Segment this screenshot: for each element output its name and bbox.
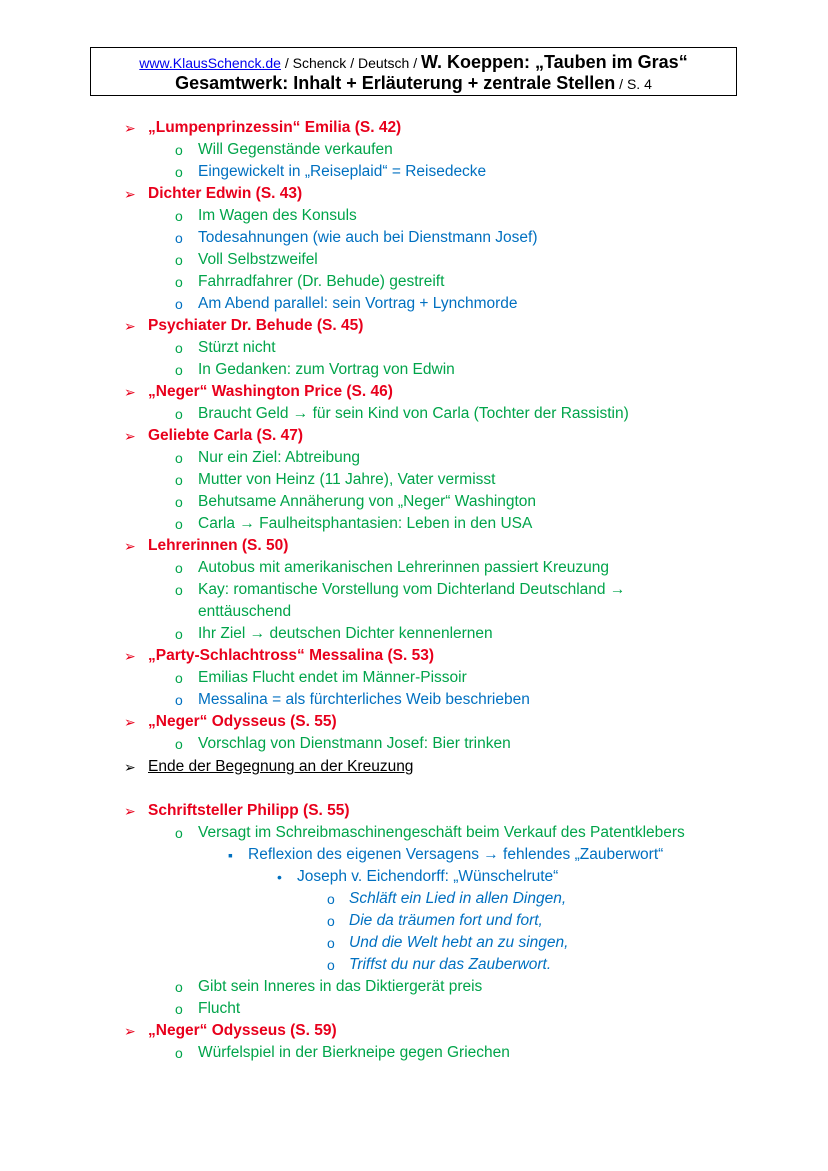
circle-bullet-icon: o: [327, 913, 335, 929]
circle-bullet-icon: o: [175, 626, 183, 642]
list-item: Gibt sein Inneres in das Diktiergerät preis: [198, 978, 483, 995]
arrow-bullet-icon: ➢: [124, 714, 136, 730]
circle-bullet-icon: o: [175, 164, 183, 180]
list-item: Im Wagen des Konsuls: [198, 207, 357, 224]
circle-bullet-icon: o: [175, 1001, 183, 1017]
section-heading: „Neger“ Odysseus (S. 55): [148, 713, 337, 730]
circle-bullet-icon: o: [175, 296, 183, 312]
circle-bullet-icon: o: [175, 1045, 183, 1061]
list-item: Emilias Flucht endet im Männer-Pissoir: [198, 669, 467, 686]
list-item: Carla → Faulheitsphantasien: Leben in den USA: [198, 515, 533, 532]
poem-line: Schläft ein Lied in allen Dingen,: [349, 890, 567, 907]
circle-bullet-icon: o: [175, 406, 183, 422]
list-item: Würfelspiel in der Bierkneipe gegen Griechen: [198, 1044, 510, 1061]
circle-bullet-icon: o: [175, 692, 183, 708]
header-line-1: [91, 52, 736, 73]
circle-bullet-icon: o: [175, 582, 183, 598]
header-box: [90, 47, 737, 96]
arrow-bullet-icon: ➢: [124, 759, 136, 775]
page-label: / S. 4: [615, 76, 652, 92]
arrow-bullet-icon: ➢: [124, 803, 136, 819]
circle-bullet-icon: o: [327, 935, 335, 951]
circle-bullet-icon: o: [175, 560, 183, 576]
circle-bullet-icon: o: [175, 230, 183, 246]
list-item: Flucht: [198, 1000, 241, 1017]
square-bullet-icon: ▪: [228, 847, 233, 863]
arrow-bullet-icon: ➢: [124, 428, 136, 444]
arrow-bullet-icon: ➢: [124, 538, 136, 554]
list-item: Stürzt nicht: [198, 339, 276, 356]
circle-bullet-icon: o: [175, 825, 183, 841]
list-item: In Gedanken: zum Vortrag von Edwin: [198, 361, 455, 378]
circle-bullet-icon: o: [175, 252, 183, 268]
site-link[interactable]: www.KlausSchenck.de: [139, 55, 281, 71]
header-line-2: [91, 73, 736, 95]
list-item: Voll Selbstzweifel: [198, 251, 318, 268]
circle-bullet-icon: o: [327, 957, 335, 973]
section-heading: Dichter Edwin (S. 43): [148, 185, 303, 202]
arrow-bullet-icon: ➢: [124, 384, 136, 400]
section-heading: Lehrerinnen (S. 50): [148, 537, 289, 554]
section-heading: „Neger“ Washington Price (S. 46): [148, 383, 393, 400]
sub-sub-list-item: Joseph v. Eichendorff: „Wünschelrute“: [297, 868, 559, 885]
arrow-bullet-icon: ➢: [124, 318, 136, 334]
section-heading: „Neger“ Odysseus (S. 59): [148, 1022, 337, 1039]
circle-bullet-icon: o: [175, 362, 183, 378]
list-item: Will Gegenstände verkaufen: [198, 141, 393, 158]
circle-bullet-icon: o: [175, 979, 183, 995]
dot-bullet-icon: •: [277, 869, 282, 885]
list-item: Kay: romantische Vorstellung vom Dichterland Deutschland →: [198, 581, 626, 598]
list-item: Todesahnungen (wie auch bei Dienstmann Josef): [198, 229, 538, 246]
list-item: Ihr Ziel → deutschen Dichter kennenlernen: [198, 625, 493, 642]
list-item: Am Abend parallel: sein Vortrag + Lynchmorde: [198, 295, 518, 312]
list-item: Fahrradfahrer (Dr. Behude) gestreift: [198, 273, 445, 290]
circle-bullet-icon: o: [175, 494, 183, 510]
circle-bullet-icon: o: [175, 208, 183, 224]
list-item: Behutsame Annäherung von „Neger“ Washington: [198, 493, 537, 510]
circle-bullet-icon: o: [175, 472, 183, 488]
circle-bullet-icon: o: [175, 736, 183, 752]
section-divider-heading: Ende der Begegnung an der Kreuzung: [148, 758, 414, 775]
arrow-bullet-icon: ➢: [124, 648, 136, 664]
circle-bullet-icon: o: [175, 142, 183, 158]
circle-bullet-icon: o: [175, 274, 183, 290]
section-heading: „Lumpenprinzessin“ Emilia (S. 42): [148, 119, 402, 136]
circle-bullet-icon: o: [327, 891, 335, 907]
list-item: Braucht Geld → für sein Kind von Carla (Tochter der Rassistin): [198, 405, 629, 422]
section-heading: Schriftsteller Philipp (S. 55): [148, 802, 350, 819]
poem-line: Die da träumen fort und fort,: [349, 912, 543, 929]
poem-line: Und die Welt hebt an zu singen,: [349, 934, 569, 951]
document-title: Gesamtwerk: Inhalt + Erläuterung + zentrale Stellen: [175, 73, 616, 93]
circle-bullet-icon: o: [175, 670, 183, 686]
sub-list-item: Reflexion des eigenen Versagens → fehlendes „Zauberwort“: [248, 846, 664, 863]
arrow-bullet-icon: ➢: [124, 186, 136, 202]
list-item: Vorschlag von Dienstmann Josef: Bier trinken: [198, 735, 511, 752]
poem-line: Triffst du nur das Zauberwort.: [349, 956, 552, 973]
circle-bullet-icon: o: [175, 340, 183, 356]
list-item: Nur ein Ziel: Abtreibung: [198, 449, 360, 466]
arrow-bullet-icon: ➢: [124, 1023, 136, 1039]
list-item: Versagt im Schreibmaschinengeschäft beim Verkauf des Patentklebers: [198, 824, 685, 841]
arrow-bullet-icon: ➢: [124, 120, 136, 136]
section-heading: „Party-Schlachtross“ Messalina (S. 53): [148, 647, 435, 664]
header-title: W. Koeppen: „Tauben im Gras“: [421, 52, 688, 72]
list-item: Eingewickelt in „Reiseplaid“ = Reisedecke: [198, 163, 487, 180]
list-item: Messalina = als fürchterliches Weib beschrieben: [198, 691, 530, 708]
section-heading: Psychiater Dr. Behude (S. 45): [148, 317, 364, 334]
list-item: Mutter von Heinz (11 Jahre), Vater vermisst: [198, 471, 496, 488]
list-item-continuation: enttäuschend: [198, 603, 292, 620]
section-heading: Geliebte Carla (S. 47): [148, 427, 304, 444]
header-path: / Schenck / Deutsch /: [280, 55, 421, 71]
circle-bullet-icon: o: [175, 450, 183, 466]
list-item: Autobus mit amerikanischen Lehrerinnen passiert Kreuzung: [198, 559, 609, 576]
circle-bullet-icon: o: [175, 516, 183, 532]
